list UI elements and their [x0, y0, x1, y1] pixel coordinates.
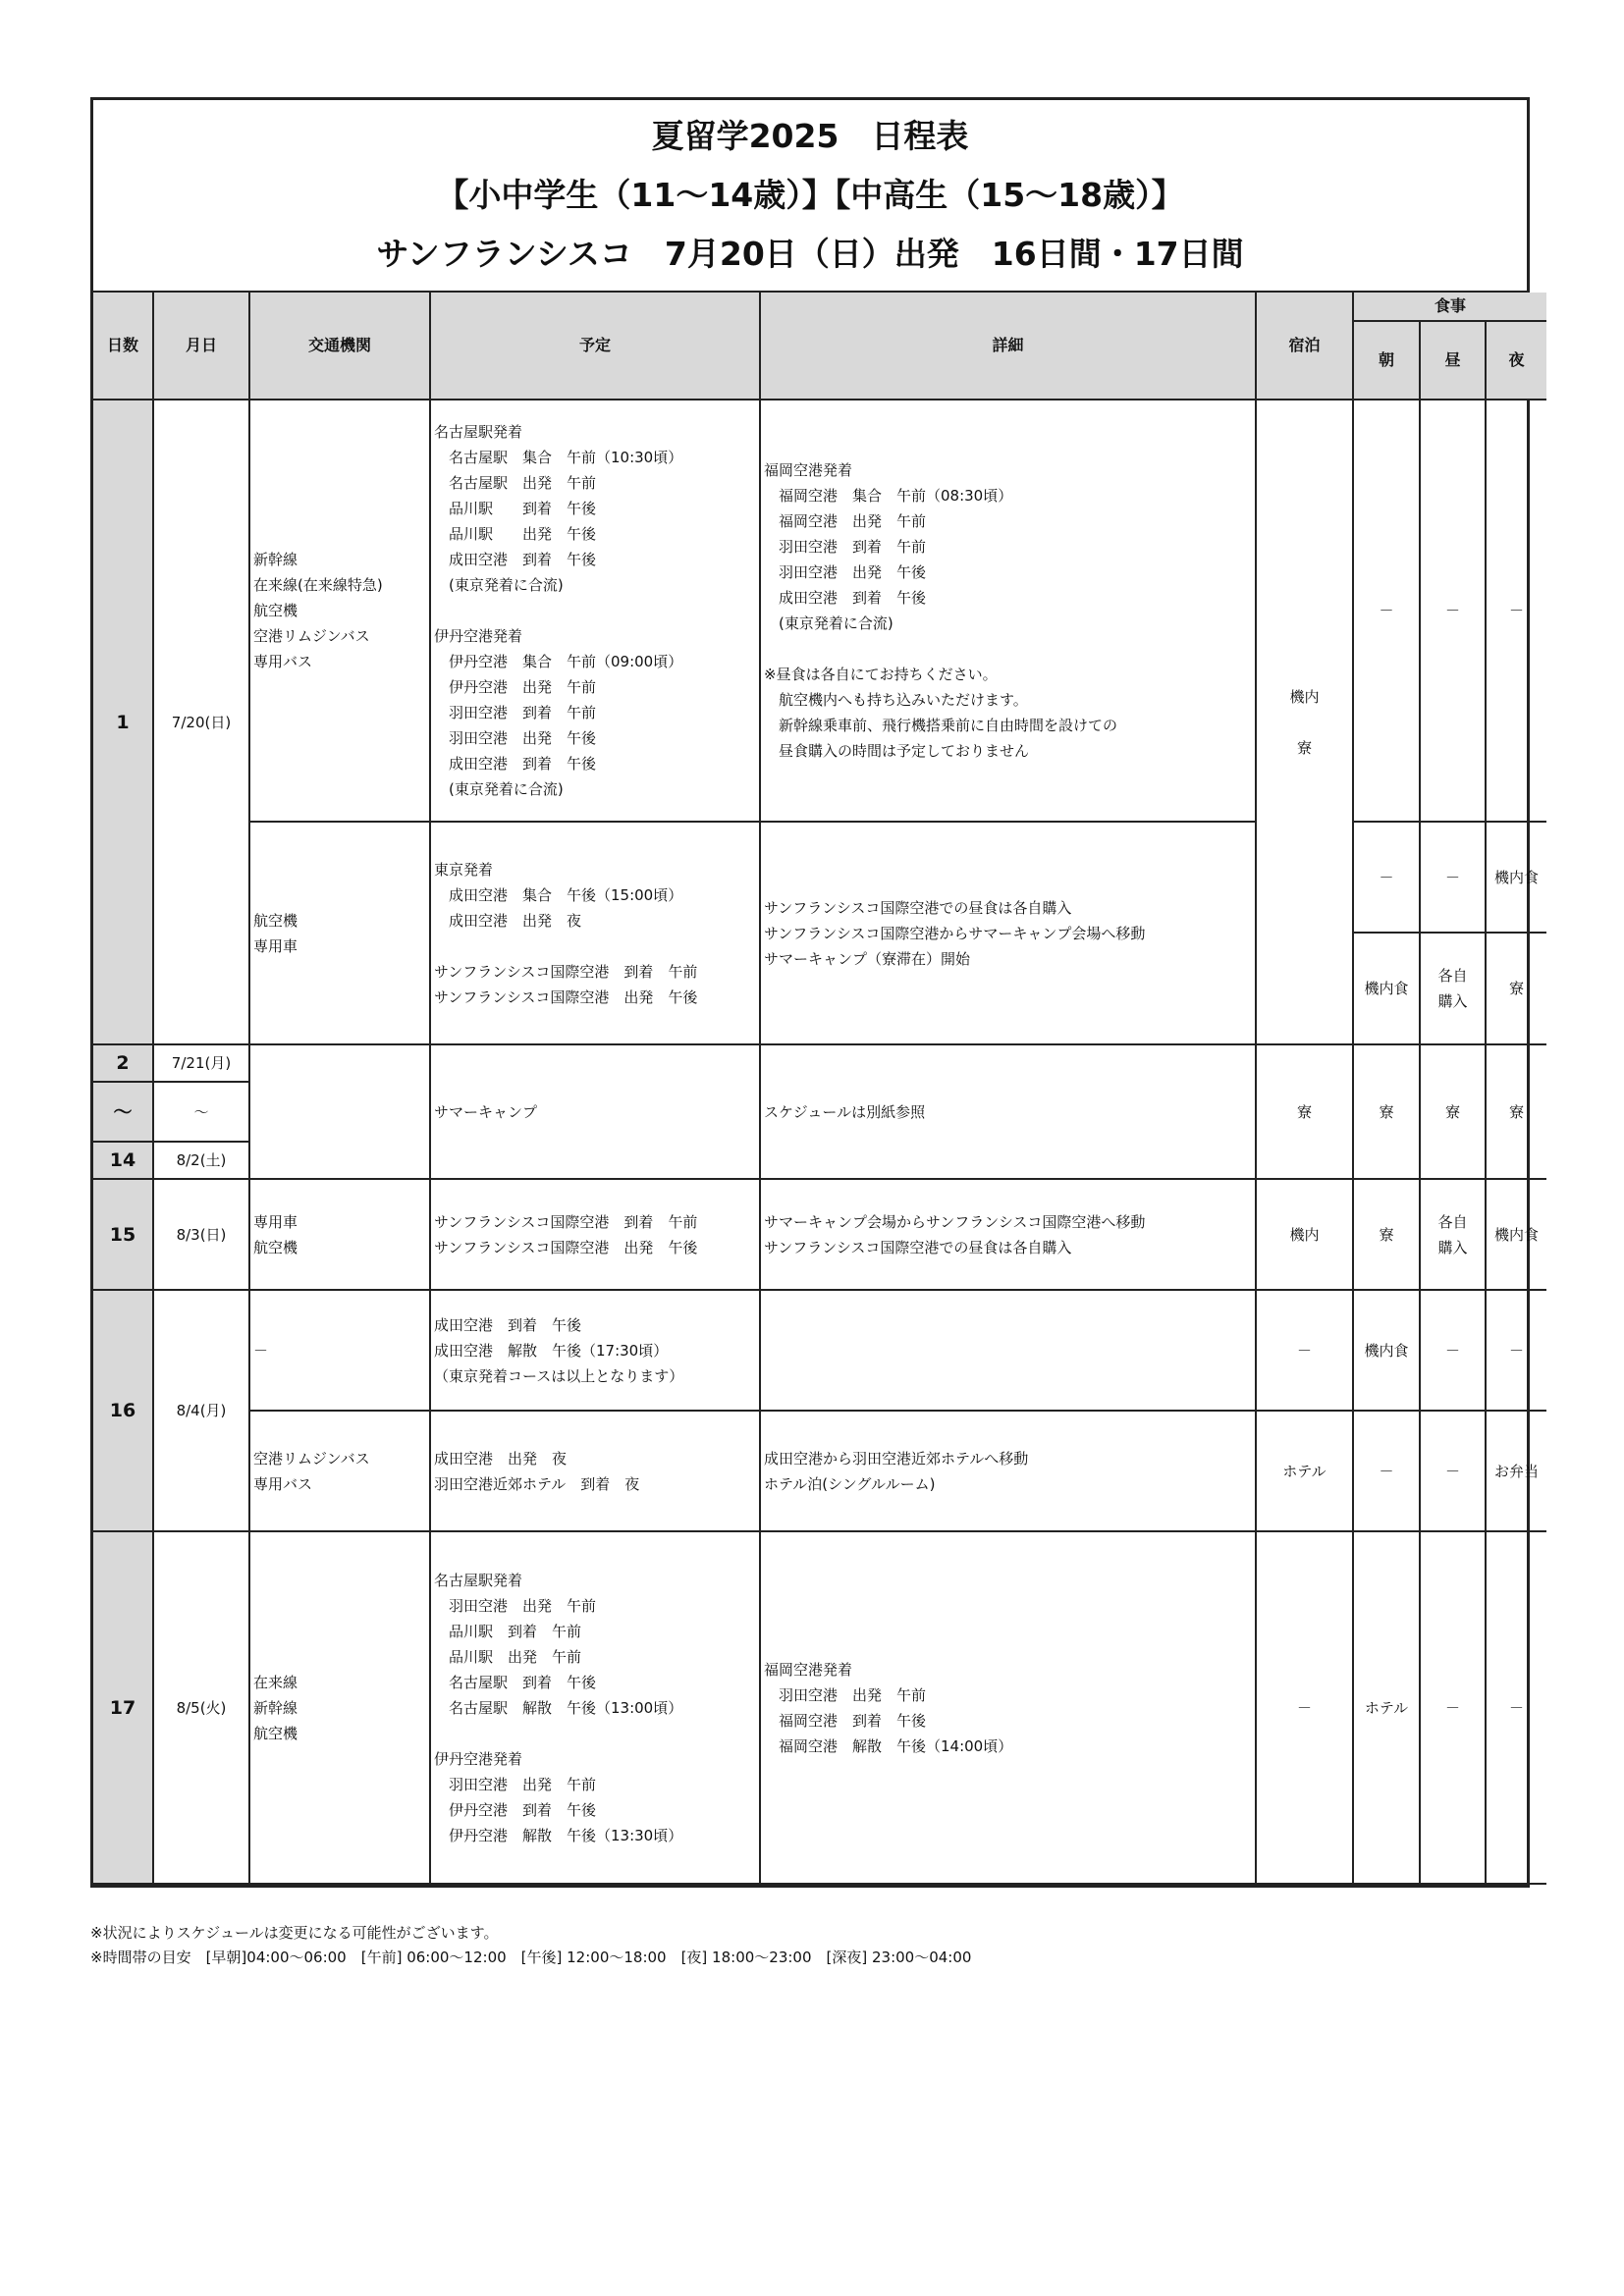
meal-breakfast: －	[1353, 822, 1420, 933]
text-line: 伊丹空港発着	[434, 1749, 523, 1768]
details-cell	[760, 1179, 1256, 1290]
text-line: 購入	[1437, 992, 1468, 1010]
text-line: 航空機	[253, 1238, 298, 1256]
text-line: 航空機	[253, 602, 298, 619]
text-line: 成田空港 到着 午後	[434, 551, 597, 568]
text-line	[434, 934, 756, 959]
transport-cell	[249, 1044, 430, 1179]
header-schedule: 予定	[430, 293, 760, 400]
text-line: 伊丹空港 集合 午前（09:00頃）	[434, 653, 683, 670]
meal-dinner: お弁当	[1486, 1411, 1546, 1531]
text-line: 新幹線	[253, 551, 298, 568]
table-row	[93, 1411, 1546, 1531]
header-dinner: 夜	[1486, 321, 1546, 400]
schedule-cell	[430, 400, 760, 822]
transport-cell	[249, 1290, 430, 1411]
text-line: 伊丹空港 解散 午後（13:30頃）	[434, 1826, 683, 1844]
table-row	[93, 1179, 1546, 1290]
text-line: ※昼食は各自にてお持ちください。	[764, 666, 998, 683]
text-line: 成田空港 集合 午後（15:00頃）	[434, 885, 683, 904]
header-lunch: 昼	[1420, 321, 1486, 400]
text-line: サンフランシスコ国際空港 到着 午前	[434, 1212, 698, 1231]
meal-breakfast: ホテル	[1353, 1531, 1420, 1884]
text-line: 品川駅 出発 午前	[434, 1647, 582, 1666]
header-row	[93, 293, 1546, 321]
text-line: 名古屋駅発着	[434, 423, 523, 441]
text-line: 専用車	[253, 1212, 298, 1231]
transport-cell	[249, 822, 430, 1044]
header-details: 詳細	[760, 293, 1256, 400]
schedule-cell	[430, 1411, 760, 1531]
text-line: 名古屋駅 集合 午前（10:30頃）	[434, 449, 683, 466]
date-cell: ～	[153, 1082, 249, 1142]
date-cell: 8/5(火)	[153, 1531, 249, 1884]
text-line: 品川駅 到着 午後	[434, 500, 597, 517]
text-line: 東京発着	[434, 860, 494, 879]
text-line	[764, 636, 1252, 662]
date-cell: 7/21(月)	[153, 1044, 249, 1082]
details-cell	[760, 1531, 1256, 1884]
meal-dinner: －	[1486, 1531, 1546, 1884]
meal-lunch: －	[1420, 822, 1486, 933]
details-cell	[760, 1290, 1256, 1411]
text-line: 名古屋駅 解散 午後（13:00頃）	[434, 1698, 683, 1717]
text-line: (東京発着に合流)	[764, 614, 893, 632]
text-line: 伊丹空港 到着 午後	[434, 1800, 597, 1819]
text-line: 成田空港 解散 午後（17:30頃）	[434, 1341, 669, 1360]
header-meals: 食事	[1353, 293, 1546, 321]
text-line: 羽田空港近郊ホテル 到着 夜	[434, 1474, 640, 1493]
text-line: 成田空港 到着 午後	[434, 1315, 582, 1334]
details-cell: スケジュールは別紙参照	[760, 1044, 1256, 1179]
meal-breakfast: 機内食	[1353, 933, 1420, 1044]
table-row	[93, 400, 1546, 822]
meal-breakfast: 寮	[1353, 1179, 1420, 1290]
text-line: サンフランシスコ国際空港からサマーキャンプ会場へ移動	[764, 924, 1146, 942]
text-line: 名古屋駅 出発 午前	[434, 474, 597, 492]
details-cell	[760, 400, 1256, 822]
transport-cell	[249, 1531, 430, 1884]
text-line: 新幹線乗車前、飛行機搭乗前に自由時間を設けての	[764, 717, 1118, 734]
date-cell: 7/20(日)	[153, 400, 249, 1044]
text-line: 福岡空港発着	[764, 461, 853, 479]
text-line: (東京発着に合流)	[434, 780, 564, 798]
date-cell: 8/3(日)	[153, 1179, 249, 1290]
text-line: 羽田空港 出発 午後	[764, 563, 927, 581]
meal-breakfast: －	[1353, 400, 1420, 822]
lodging-cell: －	[1256, 1290, 1353, 1411]
text-line: サンフランシスコ国際空港 出発 午後	[434, 1238, 698, 1256]
meal-lunch	[1420, 1179, 1486, 1290]
header-date: 月日	[153, 293, 249, 400]
schedule-cell	[430, 1290, 760, 1411]
header-lodging: 宿泊	[1256, 293, 1353, 400]
meal-lunch	[1420, 933, 1486, 1044]
text-line: 航空機内へも持ち込みいただけます。	[764, 691, 1028, 709]
text-line: 羽田空港 到着 午前	[764, 538, 927, 556]
header-breakfast: 朝	[1353, 321, 1420, 400]
schedule-table	[93, 293, 1546, 1885]
text-line: 福岡空港 出発 午前	[764, 512, 927, 530]
text-line: 空港リムジンバス	[253, 1449, 370, 1468]
day-number: 17	[93, 1531, 153, 1884]
meal-breakfast: －	[1353, 1411, 1420, 1531]
text-line: 成田空港 到着 午後	[764, 589, 927, 607]
text-line: 空港リムジンバス	[253, 627, 370, 645]
text-line: 寮	[1296, 738, 1312, 757]
text-line: 羽田空港 出発 午前	[434, 1596, 597, 1615]
note-change-notice: ※状況によりスケジュールは変更になる可能性がございます。	[90, 1924, 499, 1942]
text-line: －	[253, 1341, 269, 1360]
details-cell	[760, 822, 1256, 1044]
text-line: ホテル泊(シングルルーム)	[764, 1474, 936, 1493]
text-line: （東京発着コースは以上となります）	[434, 1366, 684, 1385]
note-time-guide: ※時間帯の目安 [早朝]04:00～06:00 [午前] 06:00～12:00 [午後] 12:00～18:00 [夜] 18:00～23:00 [深夜] 23:00～04:00	[90, 1949, 972, 1966]
text-line: 専用バス	[253, 653, 313, 670]
text-line: 福岡空港 解散 午後（14:00頃）	[764, 1736, 1013, 1755]
text-line: 福岡空港 集合 午前（08:30頃）	[764, 487, 1013, 505]
text-line: 伊丹空港発着	[434, 627, 523, 645]
lodging-cell: 機内	[1256, 1179, 1353, 1290]
meal-lunch: 寮	[1420, 1044, 1486, 1179]
meal-breakfast: 寮	[1353, 1044, 1420, 1179]
text-line: 福岡空港 到着 午後	[764, 1711, 927, 1730]
day-number: 15	[93, 1179, 153, 1290]
text-line: 成田空港 出発 夜	[434, 1449, 568, 1468]
text-line: 成田空港から羽田空港近郊ホテルへ移動	[764, 1449, 1029, 1468]
table-row	[93, 1290, 1546, 1411]
lodging-cell: －	[1256, 1531, 1353, 1884]
meal-dinner: 機内食	[1486, 822, 1546, 933]
table-row	[93, 1044, 1546, 1082]
text-line: 専用車	[253, 936, 298, 955]
schedule-sheet	[90, 97, 1540, 1888]
text-line: 伊丹空港 出発 午前	[434, 678, 597, 696]
text-line: 福岡空港発着	[764, 1660, 853, 1679]
day-number: 14	[93, 1142, 153, 1179]
lodging-cell	[1256, 400, 1353, 1044]
table-row	[93, 1531, 1546, 1884]
day-number: 1	[93, 400, 153, 1044]
text-line: サマーキャンプ（寮滞在）開始	[764, 949, 971, 968]
text-line: 航空機	[253, 1724, 298, 1742]
meal-dinner: －	[1486, 1290, 1546, 1411]
text-line: 羽田空港 到着 午前	[434, 704, 597, 721]
lodging-cell: 寮	[1256, 1044, 1353, 1179]
text-line: 機内	[1289, 687, 1320, 706]
text-line: 品川駅 出発 午後	[434, 525, 597, 543]
text-line: 名古屋駅 到着 午後	[434, 1673, 597, 1691]
text-line	[1260, 710, 1349, 735]
schedule-cell: サマーキャンプ	[430, 1044, 760, 1179]
meal-dinner: 寮	[1486, 1044, 1546, 1179]
text-line: 昼食購入の時間は予定しておりません	[764, 742, 1030, 760]
text-line: 各自	[1437, 967, 1468, 985]
text-line: 品川駅 到着 午前	[434, 1622, 582, 1640]
meal-lunch: －	[1420, 1531, 1486, 1884]
text-line: 名古屋駅発着	[434, 1571, 523, 1589]
text-line: 成田空港 到着 午後	[434, 755, 597, 773]
text-line: サンフランシスコ国際空港 出発 午後	[434, 988, 698, 1006]
transport-cell	[249, 1179, 430, 1290]
text-line: 購入	[1437, 1238, 1468, 1256]
text-line: 羽田空港 出発 午前	[764, 1685, 927, 1704]
text-line: 成田空港 出発 夜	[434, 911, 582, 930]
text-line: 各自	[1437, 1212, 1468, 1231]
text-line: 羽田空港 出発 午前	[434, 1775, 597, 1793]
text-line: 在来線(在来線特急)	[253, 576, 383, 594]
text-line: 羽田空港 出発 午後	[434, 729, 597, 747]
text-line	[434, 1721, 756, 1746]
schedule-cell	[430, 1179, 760, 1290]
day-number: 2	[93, 1044, 153, 1082]
title-main: 夏留学2025 日程表	[651, 117, 969, 155]
meal-breakfast: 機内食	[1353, 1290, 1420, 1411]
text-line	[434, 598, 756, 623]
meal-lunch: －	[1420, 1290, 1486, 1411]
header-transport: 交通機関	[249, 293, 430, 400]
text-line: サマーキャンプ会場からサンフランシスコ国際空港へ移動	[764, 1212, 1146, 1231]
text-line: 在来線	[253, 1673, 298, 1691]
day-number: ～	[93, 1082, 153, 1142]
meal-lunch: －	[1420, 400, 1486, 822]
text-line: (東京発着に合流)	[434, 576, 564, 594]
lodging-cell: ホテル	[1256, 1411, 1353, 1531]
date-cell: 8/4(月)	[153, 1290, 249, 1531]
details-cell	[760, 1411, 1256, 1531]
text-line: 新幹線	[253, 1698, 298, 1717]
title-departure: サンフランシスコ 7月20日（日）出発 16日間・17日間	[376, 235, 1244, 273]
transport-cell	[249, 1411, 430, 1531]
date-cell: 8/2(土)	[153, 1142, 249, 1179]
schedule-cell	[430, 822, 760, 1044]
schedule-cell	[430, 1531, 760, 1884]
title-block	[93, 100, 1527, 293]
text-line: サンフランシスコ国際空港での昼食は各自購入	[764, 1238, 1072, 1256]
title-age-groups: 【小中学生（11～14歳）】【中高生（15～18歳）】	[436, 176, 1184, 214]
meal-dinner: －	[1486, 400, 1546, 822]
text-line: 航空機	[253, 911, 298, 930]
header-day: 日数	[93, 293, 153, 400]
transport-cell	[249, 400, 430, 822]
meal-dinner: 機内食	[1486, 1179, 1546, 1290]
meal-lunch: －	[1420, 1411, 1486, 1531]
text-line: サンフランシスコ国際空港での昼食は各自購入	[764, 898, 1072, 917]
meal-dinner: 寮	[1486, 933, 1546, 1044]
text-line: サンフランシスコ国際空港 到着 午前	[434, 962, 698, 981]
day-number: 16	[93, 1290, 153, 1531]
text-line: 専用バス	[253, 1474, 313, 1493]
